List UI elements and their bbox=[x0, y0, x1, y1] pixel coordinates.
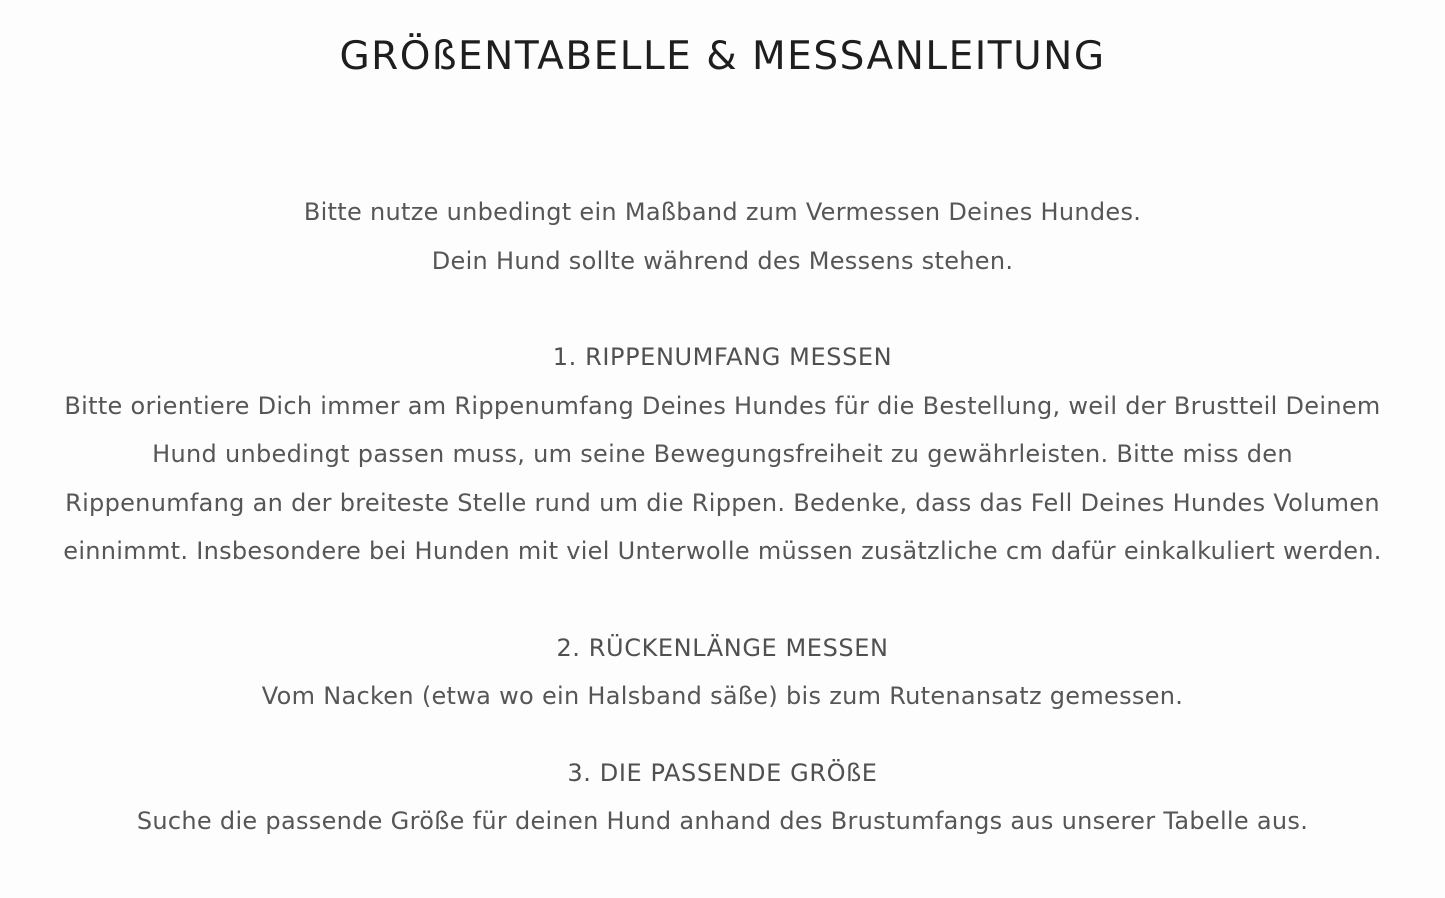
section-body: Suche die passende Größe für deinen Hund anhand des Brustumfangs aus unserer Tabelle aus. bbox=[136, 807, 1309, 835]
intro-line-2: Dein Hund sollte während des Messens stehen. bbox=[431, 246, 1014, 275]
section-heading: 2. RÜCKENLÄNGE MESSEN bbox=[556, 633, 889, 662]
section-body: Bitte orientiere Dich immer am Rippenumfang Deines Hundes für die Bestellung, weil der Brustteil Deinem Hund unbedingt passen muss, um seine Bewegungsfreiheit zu gewährleisten. Bitte miss den Rippenumfang an der breiteste Stelle rund um die Rippen. Bedenke, dass das Fell Deines Hundes Volumen einnimmt. Insbesondere bei Hunden mit viel Unterwolle müssen zusätzliche cm dafür einkalkuliert werden. bbox=[63, 391, 1382, 565]
section-matching-size bbox=[60, 749, 1385, 846]
intro-line-1: Bitte nutze unbedingt ein Maßband zum Vermessen Deines Hundes. bbox=[303, 198, 1142, 226]
intro bbox=[60, 188, 1385, 285]
section-back-length bbox=[60, 624, 1385, 721]
section-heading: 3. DIE PASSENDE GRÖßE bbox=[567, 758, 878, 787]
section-rib-circumference bbox=[60, 333, 1385, 576]
section-body: Vom Nacken (etwa wo ein Halsband säße) bis zum Rutenansatz gemessen. bbox=[261, 682, 1184, 710]
page-title: GRÖßENTABELLE & MESSANLEITUNG bbox=[339, 34, 1106, 79]
measuring-guide bbox=[60, 188, 1385, 846]
section-heading: 1. RIPPENUMFANG MESSEN bbox=[552, 343, 893, 371]
